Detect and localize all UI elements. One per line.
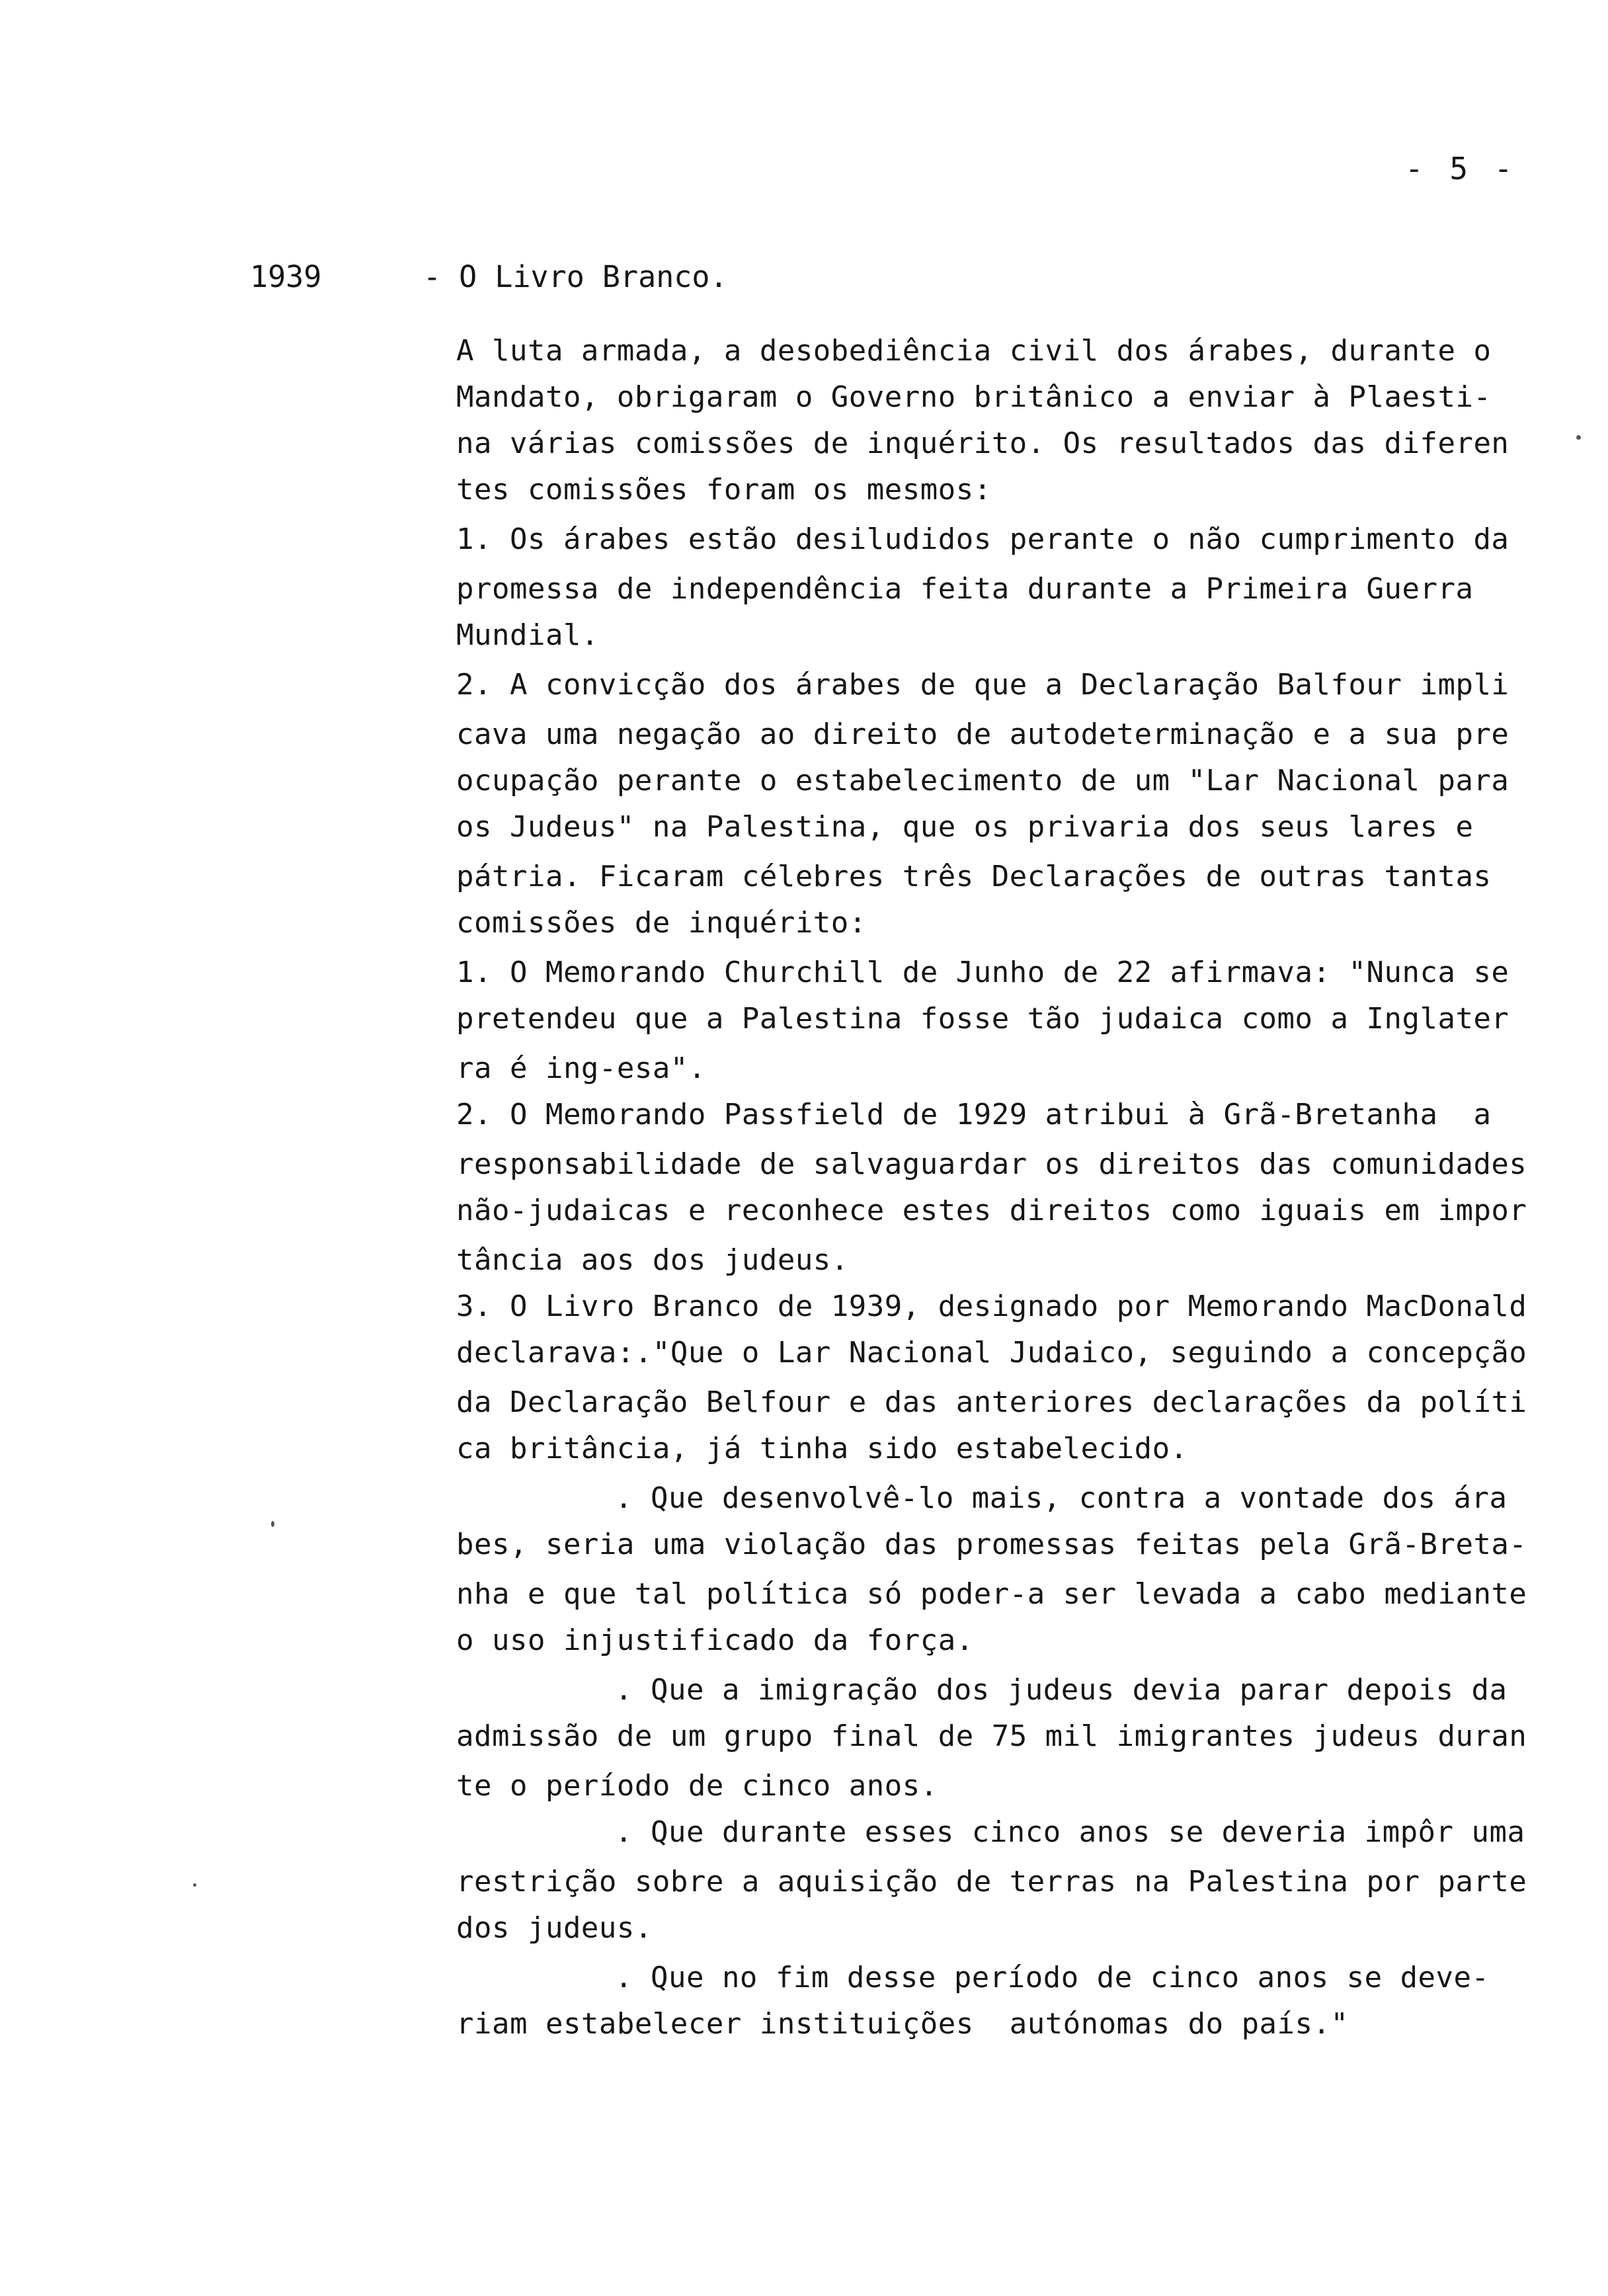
text-line: cava uma negação ao direito de autodeterminação e a sua pre	[456, 718, 1509, 751]
text-line: . Que a imigração dos judeus devia parar depois da	[615, 1673, 1508, 1707]
text-line: ca britância, já tinha sido estabelecido.	[456, 1432, 1188, 1465]
text-line: o uso injustificado da força.	[456, 1623, 974, 1657]
text-line: admissão de um grupo final de 75 mil imigrantes judeus duran	[456, 1719, 1527, 1753]
text-line: 2. A convicção dos árabes de que a Declaração Balfour impli	[456, 668, 1509, 702]
text-line: . Que durante esses cinco anos se deveria impôr uma	[615, 1815, 1525, 1849]
scan-speck	[193, 1883, 196, 1887]
text-line: A luta armada, a desobediência civil dos árabes, durante o	[456, 334, 1492, 368]
text-line: Mundial.	[456, 618, 599, 652]
text-line: ra é ing-esa".	[456, 1051, 706, 1085]
scan-speck	[271, 1521, 274, 1527]
text-line: pretendeu que a Palestina fosse tão judaica como a Inglater	[456, 1002, 1509, 1036]
text-line: riam estabelecer instituições autónomas do país."	[456, 2007, 1349, 2041]
text-line: restrição sobre a aquisição de terras na Palestina por parte	[456, 1865, 1527, 1899]
text-line: . Que desenvolvê-lo mais, contra a vontade dos ára	[615, 1481, 1508, 1515]
text-line: 3. O Livro Branco de 1939, designado por Memorando MacDonald	[456, 1290, 1527, 1323]
text-line: . Que no fim desse período de cinco anos se deve-	[615, 1961, 1490, 1994]
section-title: - O Livro Branco.	[423, 259, 728, 294]
text-line: na várias comissões de inquérito. Os resultados das diferen	[456, 427, 1509, 460]
scan-speck	[1576, 435, 1581, 440]
text-line: 1. O Memorando Churchill de Junho de 22 afirmava: "Nunca se	[456, 956, 1509, 989]
text-line: declarava:."Que o Lar Nacional Judaico, seguindo a concepção	[456, 1336, 1527, 1370]
text-line: comissões de inquérito:	[456, 906, 867, 940]
text-line: nha e que tal política só poder-a ser levada a cabo mediante	[456, 1577, 1527, 1611]
page-number: - 5 -	[1405, 151, 1517, 186]
text-line: ocupação perante o estabelecimento de um "Lar Nacional para	[456, 764, 1509, 798]
text-line: bes, seria uma violação das promessas feitas pela Grã-Breta-	[456, 1528, 1527, 1561]
text-line: responsabilidade de salvaguardar os direitos das comunidades	[456, 1147, 1527, 1181]
text-line: te o período de cinco anos.	[456, 1769, 938, 1803]
text-line: da Declaração Belfour e das anteriores declarações da políti	[456, 1385, 1527, 1419]
text-line: dos judeus.	[456, 1911, 653, 1945]
text-line: promessa de independência feita durante a Primeira Guerra	[456, 572, 1474, 606]
text-line: Mandato, obrigaram o Governo britânico a enviar à Plaesti-	[456, 380, 1492, 414]
text-line: 1. Os árabes estão desiludidos perante o não cumprimento da	[456, 522, 1509, 556]
text-line: 2. O Memorando Passfield de 1929 atribui à Grã-Bretanha a	[456, 1098, 1492, 1131]
text-line: tes comissões foram os mesmos:	[456, 473, 992, 507]
text-line: não-judaicas e reconhece estes direitos como iguais em impor	[456, 1194, 1527, 1227]
year-label: 1939	[250, 259, 322, 294]
text-line: tância aos dos judeus.	[456, 1243, 849, 1277]
text-line: pátria. Ficaram célebres três Declarações de outras tantas	[456, 860, 1492, 893]
text-line: os Judeus" na Palestina, que os privaria dos seus lares e	[456, 810, 1474, 844]
